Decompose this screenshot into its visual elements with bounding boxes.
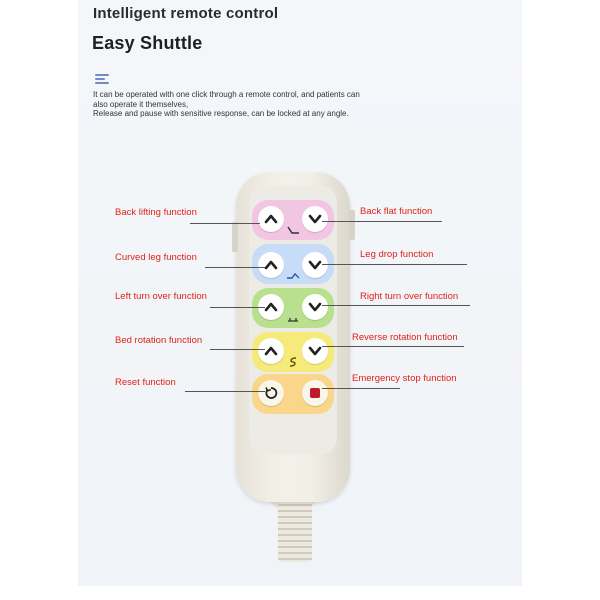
chevron-down-icon <box>307 343 323 359</box>
label-reset: Reset function <box>115 377 176 388</box>
label-left-turn: Left turn over function <box>115 291 207 302</box>
callout-line-bed-rotation <box>210 349 265 350</box>
description-line-3: Release and pause with sensitive response, can be locked at any angle. <box>93 109 349 118</box>
chevron-down-icon <box>307 299 323 315</box>
callout-line-emergency-stop <box>322 388 400 389</box>
chevron-down-icon <box>307 257 323 273</box>
emergency-stop-button[interactable] <box>302 380 328 406</box>
chevron-up-icon <box>263 343 279 359</box>
turn-button-group <box>252 288 334 328</box>
label-bed-rotation: Bed rotation function <box>115 335 203 346</box>
description-line-1: It can be operated with one click through a remote control, and patients can <box>93 90 360 99</box>
stop-icon <box>307 385 323 401</box>
chevron-down-icon <box>307 211 323 227</box>
reset-button[interactable] <box>258 380 284 406</box>
label-curved-leg: Curved leg function <box>115 252 197 263</box>
right-turn-down-button[interactable] <box>302 294 328 320</box>
callout-line-leg-drop <box>322 264 467 265</box>
remote-side-tab-right <box>349 210 355 240</box>
label-right-turn: Right turn over function <box>360 291 459 302</box>
label-back-lifting: Back lifting function <box>115 207 197 218</box>
reverse-rotation-down-button[interactable] <box>302 338 328 364</box>
callout-line-reset <box>185 391 265 392</box>
leg-icon <box>286 270 300 282</box>
back-lift-icon <box>286 224 300 236</box>
chevron-up-icon <box>263 211 279 227</box>
back-lift-up-button[interactable] <box>258 206 284 232</box>
description <box>93 90 423 119</box>
callout-line-back-lifting <box>190 223 260 224</box>
page-title: Easy Shuttle <box>92 33 203 53</box>
callout-line-back-flat <box>322 221 442 222</box>
rotation-button-group <box>252 332 334 372</box>
label-back-flat: Back flat function <box>360 206 433 217</box>
back-button-group <box>252 200 334 240</box>
turn-over-icon <box>286 312 300 324</box>
leg-drop-down-button[interactable] <box>302 252 328 278</box>
chevron-up-icon <box>263 257 279 273</box>
callout-line-left-turn <box>210 307 265 308</box>
rotation-icon <box>286 356 300 368</box>
callout-line-right-turn <box>322 305 470 306</box>
label-leg-drop: Leg drop function <box>360 249 434 260</box>
description-line-2: also operate it themselves, <box>93 99 189 109</box>
callout-line-curved-leg <box>205 267 265 268</box>
label-reverse-rotation: Reverse rotation function <box>352 332 458 343</box>
callout-line-reverse-rotation <box>322 346 464 347</box>
reset-icon <box>263 385 279 401</box>
remote-side-tab-left <box>232 222 238 252</box>
reset-stop-button-group <box>252 374 334 414</box>
label-emergency-stop: Emergency stop function <box>352 373 457 384</box>
bed-rotation-up-button[interactable] <box>258 338 284 364</box>
page-header-title: Intelligent remote control <box>93 5 279 22</box>
curved-leg-up-button[interactable] <box>258 252 284 278</box>
menu-icon <box>95 74 109 86</box>
back-flat-down-button[interactable] <box>302 206 328 232</box>
remote-cable <box>278 500 312 562</box>
chevron-up-icon <box>263 299 279 315</box>
